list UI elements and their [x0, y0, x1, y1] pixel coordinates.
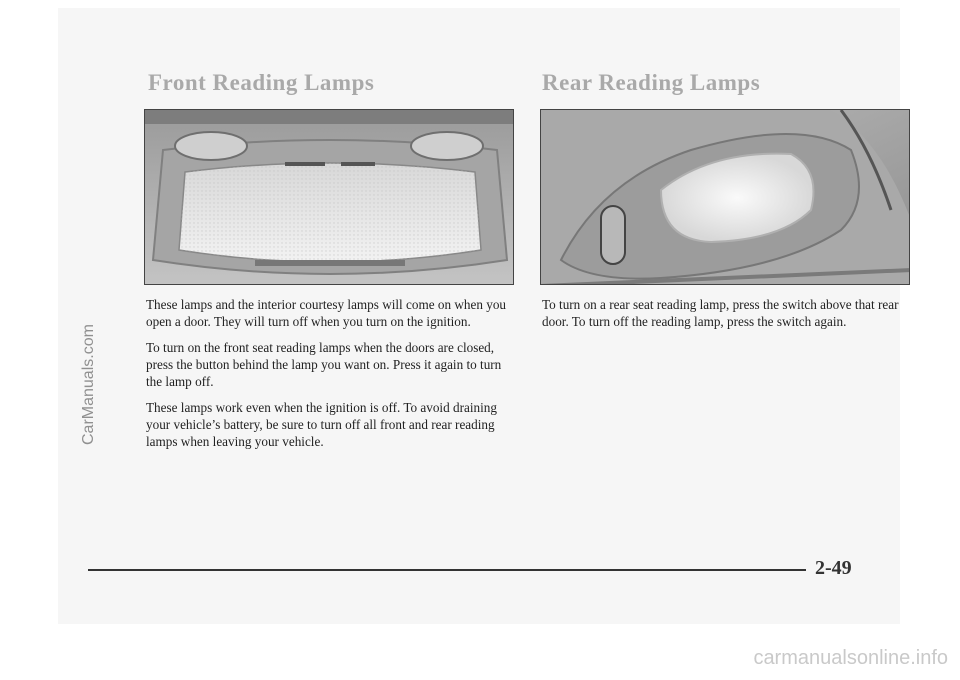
side-watermark: CarManuals.com: [80, 324, 97, 445]
front-paragraph-2: To turn on the front seat reading lamps when the doors are closed, press the button behind the lamp you want on. Press it again to turn the lamp off.: [146, 340, 502, 389]
rear-reading-lamps-text: [542, 296, 908, 339]
rear-reading-lamps-heading: Rear Reading Lamps: [542, 70, 761, 95]
manual-page: [58, 8, 900, 624]
front-reading-lamps-heading: Front Reading Lamps: [148, 70, 375, 95]
front-paragraph-3: These lamps work even when the ignition is off. To avoid draining your vehicle’s battery, be sure to turn off all front and rear reading lamps when leaving your vehicle.: [146, 400, 497, 449]
rear-reading-lamp-photo: [540, 109, 910, 285]
page-number: 2-49: [815, 557, 852, 579]
front-reading-lamps-text: [146, 296, 512, 459]
front-reading-lamp-photo: [144, 109, 514, 285]
front-paragraph-1: These lamps and the interior courtesy lamps will come on when you open a door. They will turn off when you turn on the ignition.: [146, 297, 507, 329]
bottom-watermark: carmanualsonline.info: [753, 647, 948, 669]
rear-paragraph-1: To turn on a rear seat reading lamp, press the switch above that rear door. To turn off the reading lamp, press the switch again.: [542, 297, 899, 329]
footer-rule: [88, 569, 806, 571]
